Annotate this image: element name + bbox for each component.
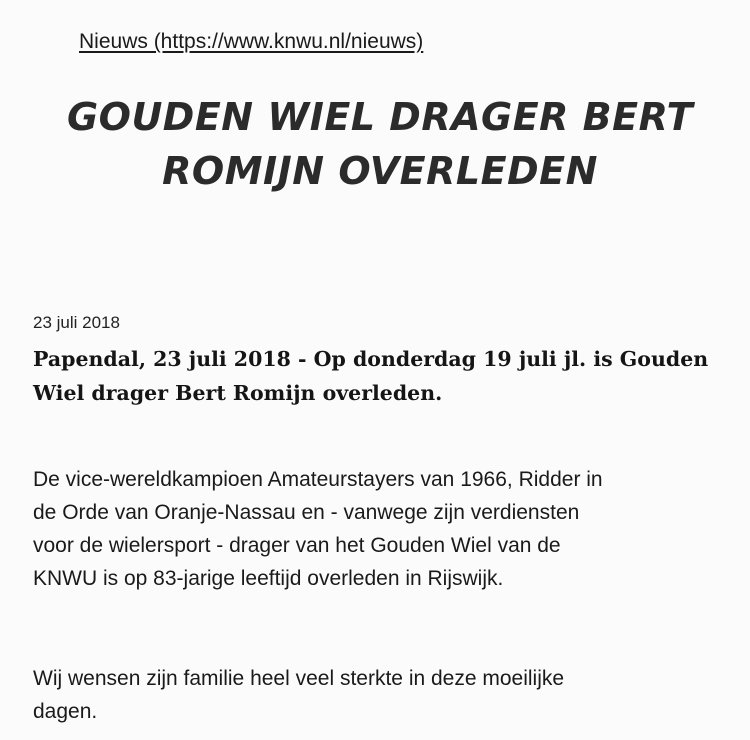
article-paragraph (33, 662, 733, 728)
article-paragraph (33, 463, 733, 595)
article-title-line: GOUDEN WIEL DRAGER BERT (66, 95, 694, 139)
paragraph-line: Wij wensen zijn familie heel veel sterkte in deze moeilijke (33, 667, 565, 690)
paragraph-line: de Orde van Oranje-Nassau en - vanwege zijn verdiensten (33, 501, 580, 524)
article-lead-line: Papendal, 23 juli 2018 - Op donderdag 19 juli jl. is Gouden (33, 347, 709, 371)
article-lead-line: Wiel drager Bert Romijn overleden. (33, 381, 443, 405)
paragraph-line: dagen. (33, 700, 98, 723)
article-date: 23 juli 2018 (33, 313, 120, 332)
paragraph-line: voor de wielersport - drager van het Gouden Wiel van de (33, 534, 561, 557)
article-lead (33, 342, 733, 410)
paragraph-line: KNWU is op 83-jarige leeftijd overleden in Rijswijk. (33, 567, 504, 590)
article-title-line: ROMIJN OVERLEDEN (162, 149, 598, 193)
article-title (40, 90, 720, 198)
breadcrumb-news-link[interactable]: Nieuws (https://www.knwu.nl/nieuws) (79, 30, 424, 53)
paragraph-line: De vice-wereldkampioen Amateurstayers van 1966, Ridder in (33, 468, 603, 491)
